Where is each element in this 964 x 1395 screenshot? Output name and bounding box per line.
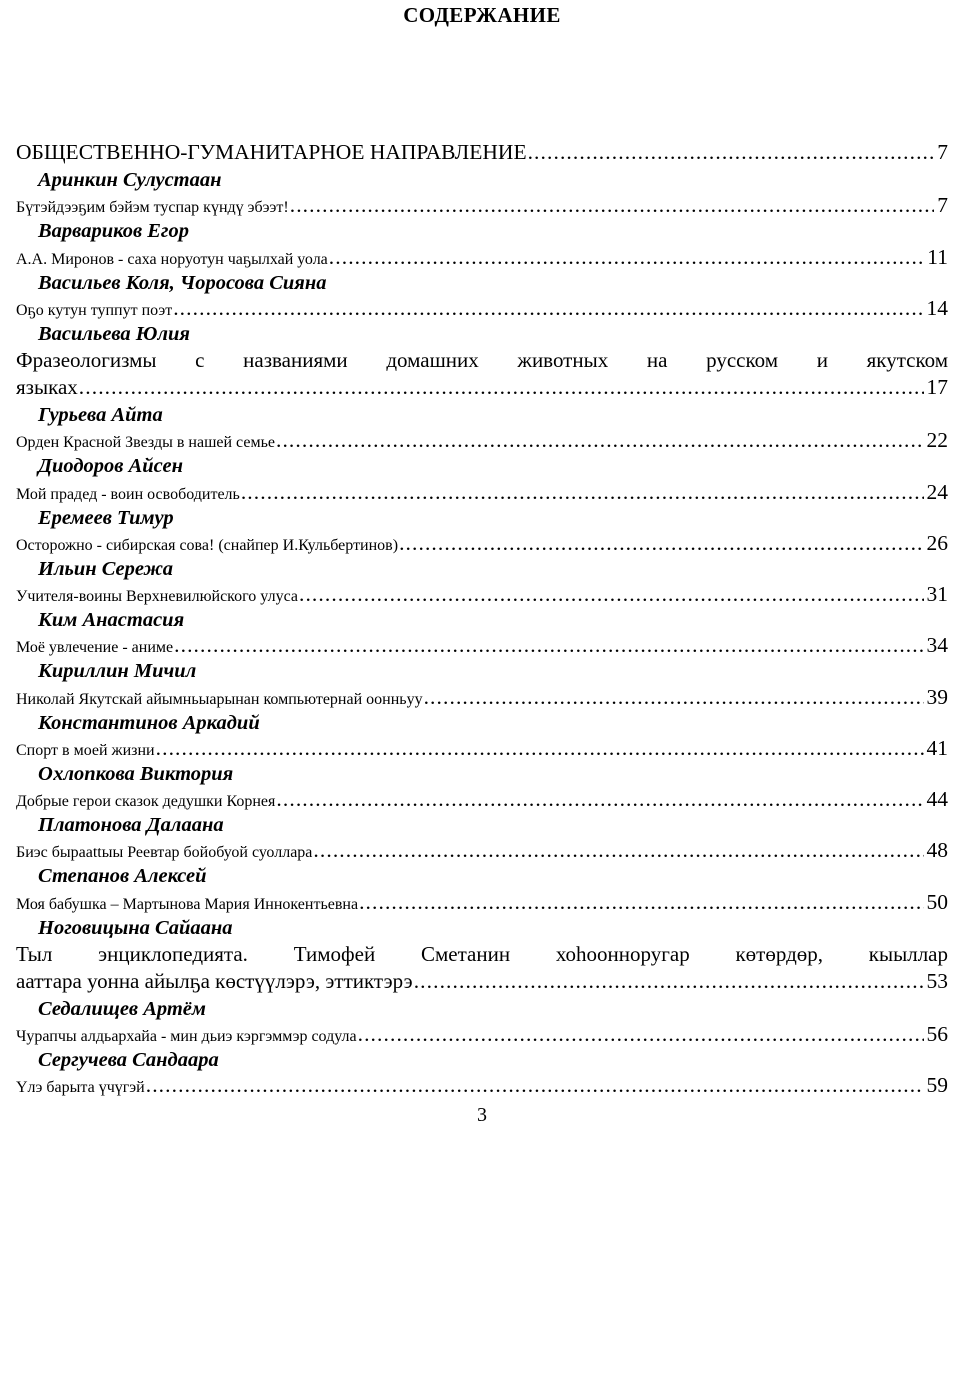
toc-entry[interactable] — [16, 505, 948, 556]
dot-leader — [276, 428, 924, 453]
toc-entry-title-line-2: языках — [16, 375, 78, 400]
toc-entry-line[interactable] — [16, 582, 948, 607]
toc-entry-page: 56 — [926, 1022, 948, 1047]
toc-entry-page: 14 — [926, 295, 948, 320]
dot-leader — [173, 296, 923, 321]
dot-leader — [424, 685, 924, 710]
toc-entry[interactable] — [16, 218, 948, 269]
toc-entry-author: Кириллин Мичил — [38, 660, 197, 683]
toc-entry-line[interactable] — [16, 245, 948, 270]
toc-entry-title: Орден Красной Звезды в нашей семье — [16, 434, 275, 452]
toc-entry-title-line-2: ааттара уонна айылҕа көстүүлэрэ, эттиктэрэ — [16, 969, 413, 994]
toc-entry-page: 53 — [926, 969, 948, 994]
toc-entry-title: Үлэ барыта үчүгэй — [16, 1079, 145, 1097]
toc-entry-page: 11 — [927, 244, 948, 269]
toc-entry-page: 50 — [926, 889, 948, 914]
toc-entry-author: Седалищев Артём — [38, 998, 206, 1021]
dot-leader — [241, 480, 924, 505]
toc-entry[interactable] — [16, 321, 948, 402]
toc-entry-line[interactable] — [16, 838, 948, 863]
toc-entry-title: Добрые герои сказок дедушки Корнея — [16, 793, 276, 811]
toc-entry-title: Чурапчы алдьархайа - мин дьиэ кэргэммэр содула — [16, 1028, 357, 1046]
document-page — [0, 4, 964, 1395]
dot-leader — [313, 838, 923, 863]
toc-entry-author: Ким Анастасия — [38, 609, 185, 632]
toc-entry[interactable] — [16, 167, 948, 218]
toc-entry-author: Диодоров Айсен — [38, 455, 183, 478]
toc-entry-author: Константинов Аркадий — [38, 711, 260, 734]
toc-entry-author: Сергучева Сандаара — [38, 1049, 219, 1072]
toc-entry-page: 26 — [926, 530, 948, 555]
toc-entry[interactable] — [16, 607, 948, 658]
dot-leader — [146, 1073, 924, 1098]
toc-entry-page: 41 — [926, 735, 948, 760]
toc-entry-author: Ноговицына Сайаана — [38, 916, 233, 939]
toc-section-page: 7 — [937, 140, 948, 165]
toc-entry-title: Николай Якутскай айымньыарынан компьютернай оонньуу — [16, 690, 423, 708]
toc-entry[interactable] — [16, 270, 948, 321]
toc-entry-author: Ильин Сережа — [38, 557, 173, 580]
toc-entry-page: 24 — [926, 479, 948, 504]
toc-entry-title: Спорт в моей жизни — [16, 741, 155, 759]
toc-entry-author: Гурьева Айта — [38, 404, 163, 427]
toc-entry-line[interactable] — [16, 736, 948, 761]
toc-entry-page: 39 — [926, 684, 948, 709]
toc-entry-title: Мой прадед - воин освободитель — [16, 485, 240, 503]
toc-entry-author: Еремеев Тимур — [38, 506, 174, 529]
toc-entry[interactable] — [16, 915, 948, 996]
toc-entry[interactable] — [16, 710, 948, 761]
toc-entry-author: Васильев Коля, Чоросова Сияна — [38, 271, 327, 294]
toc-entry-line[interactable] — [16, 193, 948, 218]
toc-entry-title: Осторожно - сибирская сова! (снайпер И.Кульбертинов) — [16, 536, 399, 554]
toc-entry-line[interactable] — [16, 531, 948, 556]
toc-entry-line[interactable] — [16, 296, 948, 321]
toc-entry-page: 22 — [926, 428, 948, 453]
toc-entry-line[interactable] — [16, 347, 948, 402]
dot-leader — [79, 374, 924, 402]
toc-entry[interactable] — [16, 1047, 948, 1098]
toc-entry[interactable] — [16, 453, 948, 504]
toc-entry-author: Варвариков Егор — [38, 220, 189, 243]
toc-entry-line[interactable] — [16, 890, 948, 915]
toc-entry-line[interactable] — [16, 633, 948, 658]
toc-entry-page: 34 — [926, 633, 948, 658]
toc-entry-title: Биэс быраattыы Реевтар бойобуой суоллара — [16, 844, 313, 862]
dot-leader — [299, 582, 924, 607]
table-of-contents — [16, 139, 948, 1098]
toc-entry[interactable] — [16, 863, 948, 914]
toc-entry-page: 17 — [926, 375, 948, 400]
dot-leader — [290, 193, 935, 218]
dot-leader — [156, 736, 924, 761]
toc-section-label: ОБЩЕСТВЕННО-ГУМАНИТАРНОЕ НАПРАВЛЕНИЕ — [16, 140, 527, 165]
toc-entry-page: 7 — [937, 193, 948, 218]
dot-leader — [276, 787, 923, 812]
toc-entry-author: Аринкин Сулустаан — [38, 169, 222, 192]
toc-entry-line[interactable] — [16, 685, 948, 710]
dot-leader — [359, 890, 923, 915]
title-spacer — [16, 27, 948, 139]
toc-entry-title: Бүтэйдээҕим бэйэм туспар күндү эбээт! — [16, 199, 289, 217]
toc-entry-line[interactable] — [16, 480, 948, 505]
toc-entry[interactable] — [16, 556, 948, 607]
page-title: СОДЕРЖАНИЕ — [403, 3, 561, 27]
toc-entry-title: Учителя-воины Верхневилюйского улуса — [16, 588, 298, 606]
dot-leader — [358, 1022, 924, 1047]
toc-entry-title-tail — [16, 968, 948, 996]
toc-entry[interactable] — [16, 812, 948, 863]
page-footer-number: 3 — [477, 1104, 487, 1127]
toc-entry-title: Моя бабушка – Мартынова Мария Иннокентьевна — [16, 895, 359, 913]
toc-entry[interactable] — [16, 658, 948, 709]
toc-entry-page: 59 — [926, 1073, 948, 1098]
toc-entry[interactable] — [16, 761, 948, 812]
dot-leader — [174, 633, 923, 658]
toc-entry-line[interactable] — [16, 1022, 948, 1047]
toc-entry-page: 44 — [926, 787, 948, 812]
toc-entry-line[interactable] — [16, 428, 948, 453]
toc-entry-title: Оҕо кутун туппут поэт — [16, 301, 173, 319]
dot-leader — [414, 968, 924, 996]
toc-entry-line[interactable] — [16, 787, 948, 812]
toc-entry-author: Платонова Далаана — [38, 814, 224, 837]
toc-entry-author: Васильева Юлия — [38, 322, 190, 345]
toc-entry-author: Степанов Алексей — [38, 865, 207, 888]
toc-entry-line[interactable] — [16, 941, 948, 996]
toc-entry[interactable] — [16, 402, 948, 453]
toc-section-heading[interactable] — [16, 139, 948, 167]
toc-entry-page: 48 — [926, 838, 948, 863]
dot-leader — [528, 139, 935, 167]
dot-leader — [399, 531, 923, 556]
toc-entry-title-line-1: Фразеологизмы с названиями домашних животных на русском и якутском — [16, 347, 948, 372]
toc-entry[interactable] — [16, 996, 948, 1047]
toc-entry-page: 31 — [926, 582, 948, 607]
toc-entry-line[interactable] — [16, 1073, 948, 1098]
toc-entry-title-tail — [16, 374, 948, 402]
dot-leader — [329, 245, 925, 270]
toc-entry-title: А.А. Миронов - саха норуотун чаҕылхай уола — [16, 250, 328, 268]
toc-entry-title-line-1: Тыл энциклопедията. Тимофей Сметанин хоһоонноругар көтөрдөр, кыыллар — [16, 941, 948, 966]
toc-entry-author: Охлопкова Виктория — [38, 762, 234, 785]
toc-entry-title: Моё увлечение - аниме — [16, 639, 174, 657]
